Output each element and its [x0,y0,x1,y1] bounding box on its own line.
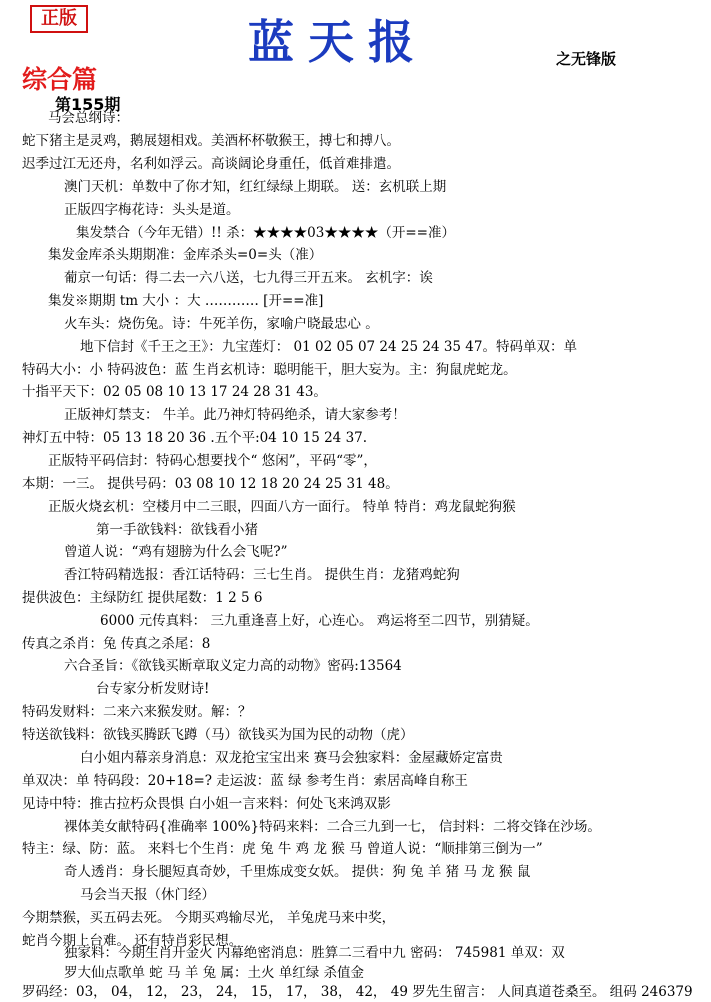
text-line: 罗码经：03， 04， 12， 23， 24， 15， 17， 38， 42， 49 罗先生留言： 人间真道苍桑至。 组码 246379 [22,984,693,1000]
text-line: 马会当天报（休门经） [80,887,215,903]
text-line: 火车头：烧伤兔。诗：牛死羊伤，家喻户晓最忠心 。 [64,316,379,332]
text-line: 地下信封《千王之王》：九宝莲灯： 01 02 05 07 24 25 24 35 47。特码单双：单 [80,339,577,355]
text-line: 单双决：单 特码段：20+18=? 走运波：蓝 绿 参考生肖：索居高峰自称王 [22,773,468,789]
edition-name: 之无锋版 [556,50,617,68]
text-line: 特码大小：小 特码波色：蓝 生肖玄机诗：聪明能干，胆大妄为。主：狗鼠虎蛇龙。 [22,362,517,378]
text-line: 特码发财料：二来六来猴发财。解：？ [22,704,252,720]
text-line: 迟季过江无还舟，名利如浮云。高谈阔论身重任，低首难排遣。 [22,156,400,172]
text-line: 奇人透肖：身长腿短真奇妙，千里炼成变女妖。 提供：狗 兔 羊 猪 马 龙 猴 鼠 [64,864,531,880]
text-line: 马会总纲诗： [48,110,129,126]
text-line: 十指平天下：02 05 08 10 13 17 24 28 31 43。 [22,384,327,400]
text-line: 罗大仙点歌单 蛇 马 羊 兔 属：土火 单红绿 杀值金 [64,965,365,981]
newspaper-title: 蓝天报 [248,15,428,69]
text-line: 正版火烧玄机：空楼月中二三眼，四面八方一面行。 特单 特肖：鸡龙鼠蛇狗猴 [48,499,516,515]
text-line: 今期禁猴，买五码去死。 今期买鸡输尽光， 羊兔虎马来中奖， [22,910,396,926]
text-line: 6000 元传真料： 三九重逢喜上好，心连心。 鸡运将至二四节，别猜疑。 [100,613,539,629]
text-line: 特主：绿、防：蓝。 来料七个生肖：虎 兔 牛 鸡 龙 猴 马 曾道人说：“顺排第三倒为一” [22,841,543,857]
text-line: 香江特码精选报：香江话特码：三七生肖。 提供生肖：龙猪鸡蛇狗 [64,567,460,583]
section-title: 综合篇 [22,65,98,94]
text-line: 正版四字梅花诗：头头是道。 [64,202,240,218]
text-line: 裸体美女献特码{准确率 100%}特码来料：二合三九到一七， 信封料：二将交锋在沙场。 [64,819,601,835]
text-line: 蛇肖今期上台难。 还有特肖彩民想。 [22,933,243,949]
text-line: 特送欲钱料：欲钱买腾跃飞蹲（马）欲钱买为国为民的动物（虎） [22,727,414,743]
issue-number: 第155期 [55,95,121,114]
text-line: 白小姐内幕亲身消息：双龙抢宝宝出来 赛马会独家料：金屋藏娇定富贵 [80,750,503,766]
text-line: 正版神灯禁支： 牛羊。此乃神灯特码绝杀，请大家参考！ [64,407,406,423]
text-line: 本期：一三。 提供号码：03 08 10 12 18 20 24 25 31 48。 [22,476,399,492]
text-line: 集发※期期 tm 大小 ：大 ………… [开==准] [48,293,324,309]
text-line: 蛇下猪主是灵鸡，鹅展翅相戏。美酒杯杯敬猴王，搏七和搏八。 [22,133,400,149]
text-line: 第一手欲钱料：欲钱看小猪 [96,522,258,538]
text-line: 葡京一句话：得二去一六八送，七九得三开五来。 玄机字：诶 [64,270,433,286]
text-line: 集发金库杀头期期准：金库杀头=0=头（准） [48,247,323,263]
text-line: 集发禁合（今年无错）!! 杀：★★★★03★★★★（开==准） [76,225,455,241]
text-line: 曾道人说：“鸡有翅膀为什么会飞呢?” [64,544,288,560]
text-line: 独家料：今期生肖开金火 内幕绝密消息：胜算二三看中九 密码： 745981 单双：双 [64,945,565,961]
edition-badge: 正版 [30,5,88,33]
text-line: 神灯五中特：05 13 18 20 36 .五个平:04 10 15 24 37. [22,430,368,446]
text-line: 提供波色：主绿防红 提供尾数：1 2 5 6 [22,590,263,606]
text-line: 传真之杀肖：兔 传真之杀尾：8 [22,636,211,652]
text-line: 澳门天机：单数中了你才知，红红绿绿上期联。 送：玄机联上期 [64,179,447,195]
text-line: 六合圣旨：《欲钱买断章取义定力高的动物》密码:13564 [64,658,402,674]
text-line: 台专家分析发财诗! [96,681,210,697]
text-line: 正版特平码信封：特码心想要找个“ 悠闲”，平码“零”， [48,453,377,469]
text-line: 见诗中特：推古拉朽众畏惧 白小姐一言来料：何处飞来鸿双影 [22,796,391,812]
